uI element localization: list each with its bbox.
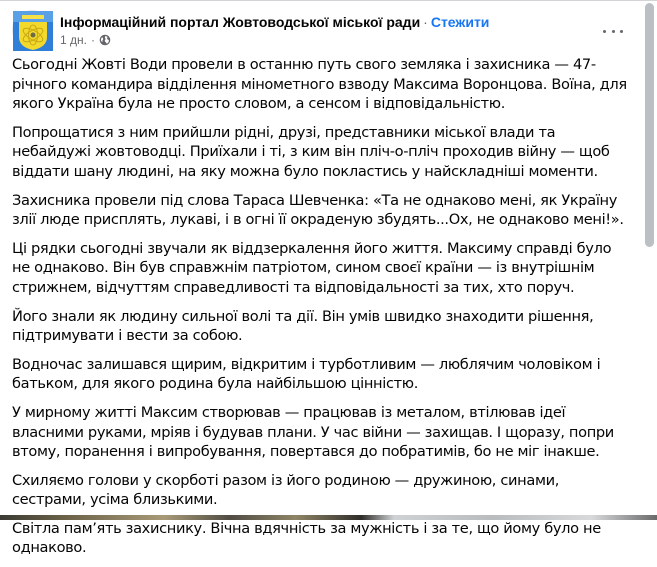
- page-name-link[interactable]: Інформаційний портал Жовтоводської міської ради: [60, 14, 421, 30]
- page-avatar[interactable]: [12, 10, 52, 50]
- post-paragraph: Сьогодні Жовті Води провели в останню путь свого земляка і захисника — 47-річного командира відділення мінометного взводу Максима Воронцова. Воїна, для якого Україна була не просто словом, а сенсом і відповідальністю.: [12, 56, 627, 113]
- post-paragraph: Світла пам’ять захиснику. Вічна вдячність за мужність і за те, що йому було не однаково.: [12, 519, 601, 557]
- city-emblem-icon: [13, 11, 53, 51]
- globe-icon[interactable]: [99, 34, 111, 46]
- more-options-icon: [603, 30, 606, 33]
- post-paragraph: Ці рядки сьогодні звучали як віддзеркалення його життя. Максиму справді було не однаково. Він був справжнім патріотом, сином своєї країни — із внутрішнім стрижнем, відчуттям справедливості та відповідальності за тих, хто поруч.: [12, 239, 612, 296]
- follow-button[interactable]: Стежити: [430, 14, 490, 30]
- post-paragraph: Схиляємо голови у скорботі разом із його родиною — дружиною, синами, сестрами, усіма близькими.: [12, 471, 560, 509]
- post-paragraph: Водночас залишався щирим, відкритим і турботливим — люблячим чоловіком і батьком, для якого родина була найбільшою цінністю.: [12, 355, 601, 393]
- post-header: [12, 10, 489, 50]
- post-photo-preview[interactable]: [0, 515, 657, 520]
- post-timestamp[interactable]: 1 дн.: [60, 33, 87, 47]
- post-text: [12, 55, 630, 567]
- post-paragraph: У мирному житті Максим створював — працював із металом, втілював ідеї власними руками, мріяв і будував плани. У час війни — захищав. І щоразу, попри втому, поранення і випробування, повертався до побратимів, бо не міг інакше.: [12, 403, 614, 461]
- post-paragraph: Його знали як людину сильної волі та дії. Він умів швидко знаходити рішення, підтримувати і вести за собою.: [12, 307, 594, 345]
- post-paragraph: Попрощатися з ним прийшли рідні, друзі, представники міської влади та небайдужі жовтоводці. Приїхали і ті, з ким він пліч-о-пліч проходив війну — щоб віддати шану людині, на яку можна було покластись у найскладніші моменти.: [12, 123, 610, 180]
- title-separator: ·: [423, 14, 428, 30]
- scrollbar-thumb[interactable]: [645, 3, 654, 247]
- more-options-button[interactable]: [603, 23, 623, 39]
- meta-separator: ·: [90, 33, 95, 47]
- post-paragraph: Захисника провели під слова Тараса Шевченка: «Та не однаково мені, як Україну злії люде присплять, лукаві, і в огні її окраденую збудять...Ох, не однаково мені!».: [12, 191, 624, 229]
